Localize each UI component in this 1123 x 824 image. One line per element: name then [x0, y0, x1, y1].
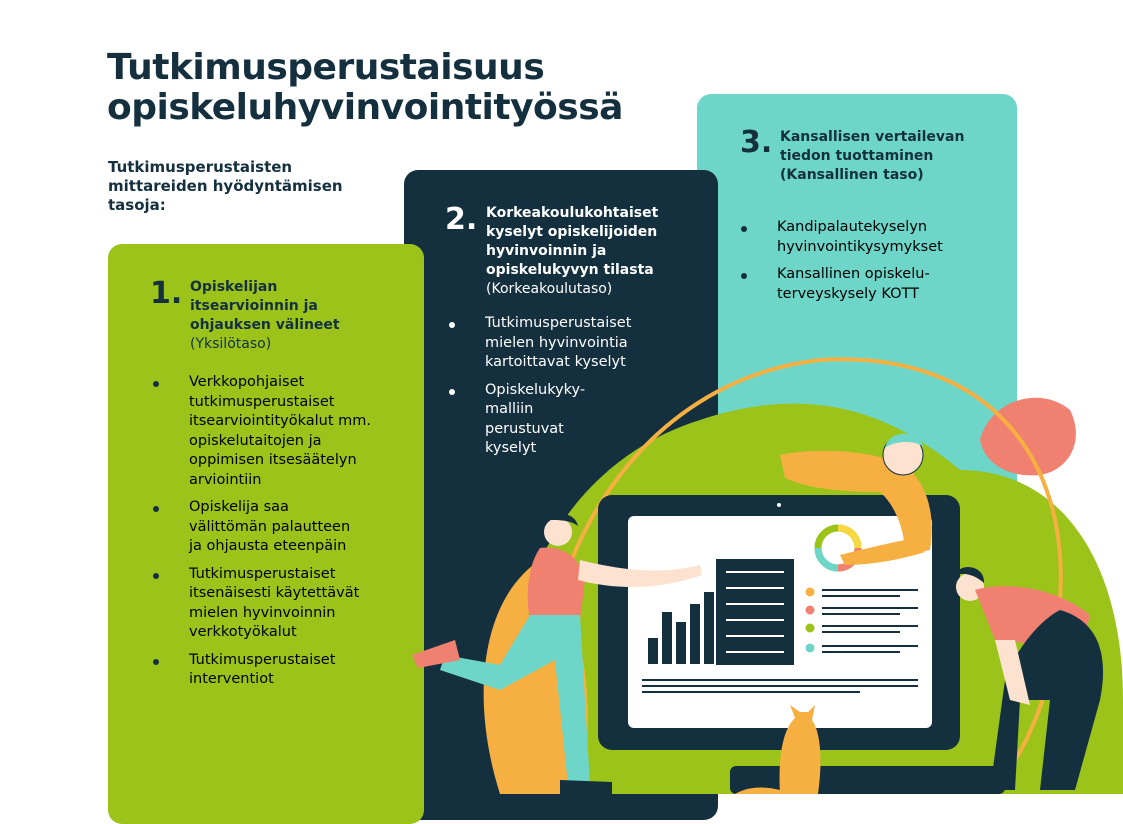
level-3-number: 3.: [740, 125, 773, 160]
page-subtitle: Tutkimusperustaisten mittareiden hyödyntämisen tasoja:: [108, 158, 343, 214]
level-2-heading-block: [486, 204, 686, 299]
level-1-list: [153, 373, 403, 698]
list-item: Tutkimusperustaiset mielen hyvinvointia kartoittavat kyselyt: [449, 314, 689, 373]
level-2-number: 2.: [445, 202, 478, 237]
level-3-heading: Kansallisen vertailevan tiedon tuottaminen: [780, 129, 965, 164]
list-item: Tutkimusperustaiset itsenäisesti käytettävät mielen hyvinvoinnin verkkotyökalut: [153, 565, 403, 643]
bullet-icon: [153, 381, 159, 387]
list-item: Kandipalautekyselyn hyvinvointikysymykset: [741, 218, 1001, 257]
level-3-list: [741, 218, 1001, 312]
level-3-heading-block: [780, 128, 970, 185]
list-item: Opiskelukyky- malliin perustuvat kyselyt: [449, 381, 689, 459]
level-1-level: (Yksilötaso): [190, 336, 272, 352]
bullet-icon: [741, 226, 747, 232]
list-item: Kansallinen opiskelu- terveyskysely KOTT: [741, 265, 1001, 304]
level-2-heading: Korkeakoulukohtaiset kyselyt opiskelijoiden hyvinvoinnin ja opiskelukyvyn tilasta: [486, 205, 659, 278]
level-2-level: (Korkeakoulutaso): [486, 281, 613, 297]
page-title: Tutkimusperustaisuus opiskeluhyvinvointityössä: [107, 47, 623, 128]
bullet-icon: [153, 506, 159, 512]
list-item: Verkkopohjaiset tutkimusperustaiset itsearviointityökalut mm. opiskelutaitojen ja oppimisen itsesäätelyn arviointiin: [153, 373, 403, 490]
level-1-heading-block: [190, 278, 380, 354]
level-3-level: (Kansallinen taso): [780, 167, 924, 183]
screen-document-panel: [716, 559, 794, 665]
camera-dot: [777, 503, 781, 507]
bullet-icon: [153, 659, 159, 665]
bullet-icon: [741, 273, 747, 279]
level-2-list: [449, 314, 689, 467]
bullet-icon: [153, 573, 159, 579]
bullet-icon: [449, 389, 455, 395]
bullet-icon: [449, 322, 455, 328]
list-item: Opiskelija saa välittömän palautteen ja ohjausta eteenpäin: [153, 498, 403, 557]
level-1-heading: Opiskelijan itsearvioinnin ja ohjauksen välineet: [190, 279, 340, 333]
level-1-number: 1.: [150, 276, 183, 311]
list-item: Tutkimusperustaiset interventiot: [153, 651, 403, 690]
